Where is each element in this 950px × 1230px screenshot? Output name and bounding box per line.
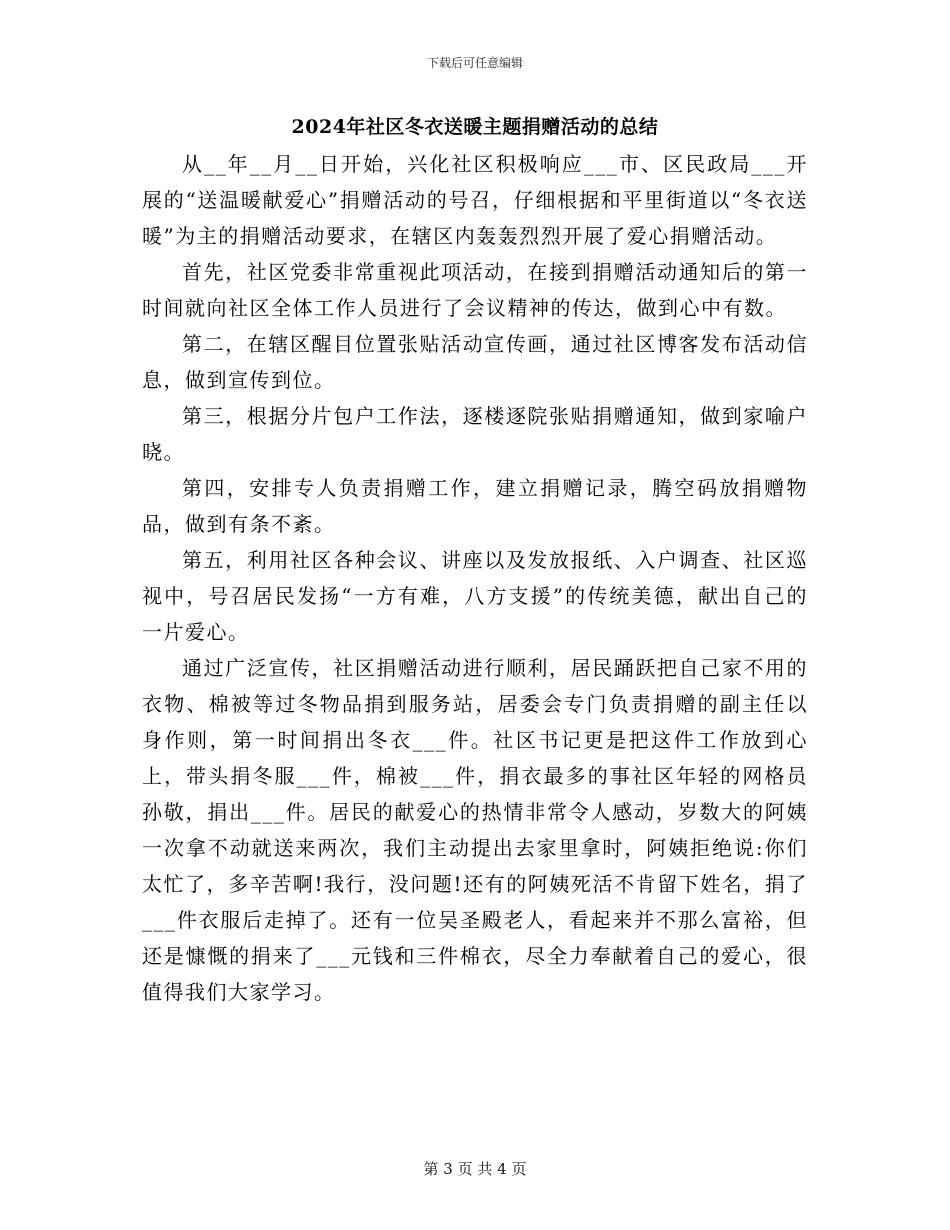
page-number: 第 3 页 共 4 页 [423, 1160, 527, 1178]
paragraph-second: 第二，在辖区醒目位置张贴活动宣传画，通过社区博客发布活动信息，做到宣传到位。 [142, 332, 808, 392]
paragraph-third: 第三，根据分片包户工作法，逐楼逐院张贴捐赠通知，做到家喻户晓。 [142, 404, 808, 464]
document-body [142, 146, 808, 1010]
paragraph-fifth: 第五，利用社区各种会议、讲座以及发放报纸、入户调查、社区巡视中，号召居民发扬“一方有难，八方支援”的传统美德，献出自己的一片爱心。 [142, 548, 808, 644]
paragraph-summary: 通过广泛宣传，社区捐赠活动进行顺利，居民踊跃把自己家不用的衣物、棉被等过冬物品捐到服务站，居委会专门负责捐赠的副主任以身作则，第一时间捐出冬衣___件。社区书记更是把这件工作放到心上，带头捐冬服___件，棉被___件，捐衣最多的事社区年轻的网格员孙敬，捐出___件。居民的献爱心的热情非常令人感动，岁数大的阿姨一次拿不动就送来两次，我们主动提出去家里拿时，阿姨拒绝说:你们太忙了，多辛苦啊!我行，没问题!还有的阿姨死活不肯留下姓名，捐了___件衣服后走掉了。还有一位吴圣殿老人，看起来并不那么富裕，但还是慷慨的捐来了___元钱和三件棉衣，尽全力奉献着自己的爱心，很值得我们大家学习。 [142, 656, 808, 1004]
document-title: 2024年社区冬衣送暖主题捐赠活动的总结 [291, 116, 659, 138]
paragraph-fourth: 第四，安排专人负责捐赠工作，建立捐赠记录，腾空码放捐赠物品，做到有条不紊。 [142, 476, 808, 536]
header-note: 下载后可任意编辑 [426, 56, 523, 70]
paragraph-intro: 从__年__月__日开始，兴化社区积极响应___市、区民政局___开展的“送温暖献爱心”捐赠活动的号召，仔细根据和平里街道以“冬衣送暖”为主的捐赠活动要求，在辖区内轰轰烈烈开展了爱心捐赠活动。 [142, 152, 808, 248]
paragraph-first: 首先，社区党委非常重视此项活动，在接到捐赠活动通知后的第一时间就向社区全体工作人员进行了会议精神的传达，做到心中有数。 [142, 260, 808, 320]
